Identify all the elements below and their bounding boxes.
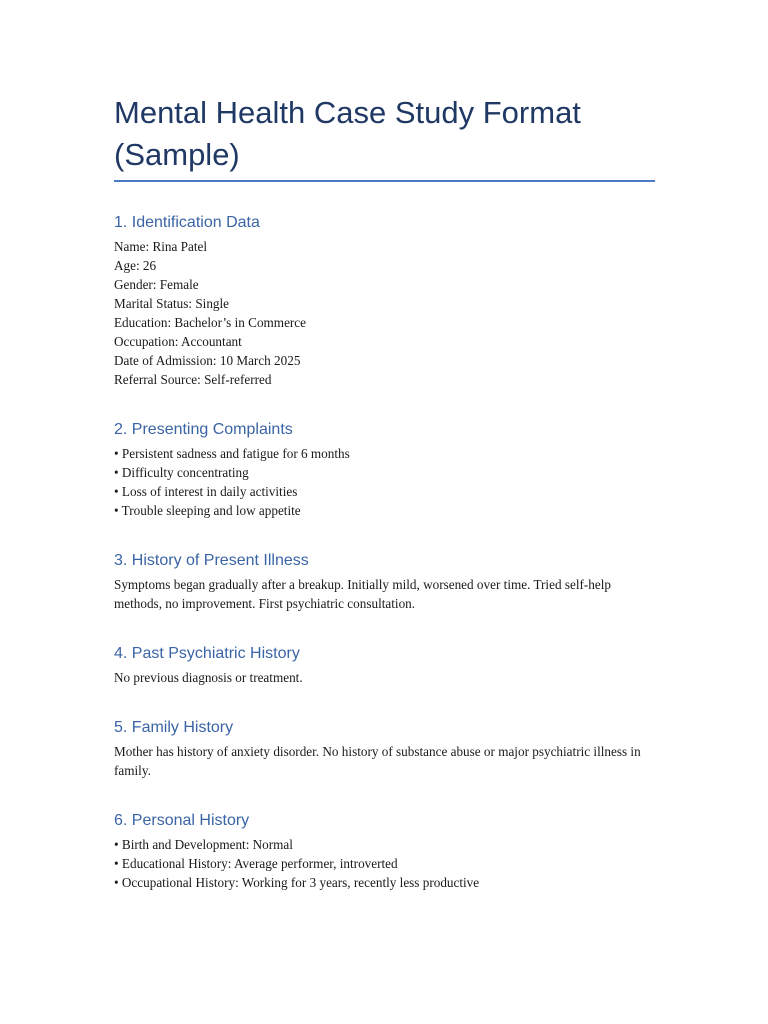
section-personal-history [114,811,656,892]
section-heading: 2. Presenting Complaints [114,421,293,438]
field-name: Name: Rina Patel [114,239,208,254]
list-item: • Difficulty concentrating [114,465,249,480]
paragraph: Mother has history of anxiety disorder. No history of substance abuse or major psychiatric illness in family. [114,744,641,778]
page-title [114,92,656,176]
title-line-1: Mental Health Case Study Format [114,95,581,130]
section-identification-data [114,213,656,389]
section-body [114,575,656,613]
title-line-2: (Sample) [114,137,240,172]
section-body [114,237,656,389]
section-heading: 5. Family History [114,719,234,736]
title-divider [114,180,655,182]
section-heading: 6. Personal History [114,812,250,829]
section-heading: 4. Past Psychiatric History [114,645,300,662]
section-body [114,835,656,892]
field-education: Education: Bachelor’s in Commerce [114,315,307,330]
list-item: • Occupational History: Working for 3 years, recently less productive [114,875,480,890]
list-item: • Loss of interest in daily activities [114,484,298,499]
field-marital-status: Marital Status: Single [114,296,230,311]
section-body [114,742,656,780]
list-item: • Persistent sadness and fatigue for 6 months [114,446,350,461]
list-item: • Educational History: Average performer, introverted [114,856,398,871]
section-heading: 3. History of Present Illness [114,552,309,569]
section-body [114,668,656,687]
section-presenting-complaints [114,420,656,520]
section-past-psychiatric-history [114,644,656,687]
list-item: • Birth and Development: Normal [114,837,293,852]
document-page [114,92,656,892]
section-heading: 1. Identification Data [114,214,260,231]
field-referral-source: Referral Source: Self-referred [114,372,272,387]
section-history-present-illness [114,551,656,613]
section-body [114,444,656,520]
paragraph: Symptoms began gradually after a breakup. Initially mild, worsened over time. Tried self-help methods, no improvement. First psychiatric consultation. [114,577,611,611]
list-item: • Trouble sleeping and low appetite [114,503,301,518]
field-age: Age: 26 [114,258,157,273]
field-gender: Gender: Female [114,277,199,292]
field-date-of-admission: Date of Admission: 10 March 2025 [114,353,301,368]
section-family-history [114,718,656,780]
field-occupation: Occupation: Accountant [114,334,242,349]
paragraph: No previous diagnosis or treatment. [114,670,303,685]
